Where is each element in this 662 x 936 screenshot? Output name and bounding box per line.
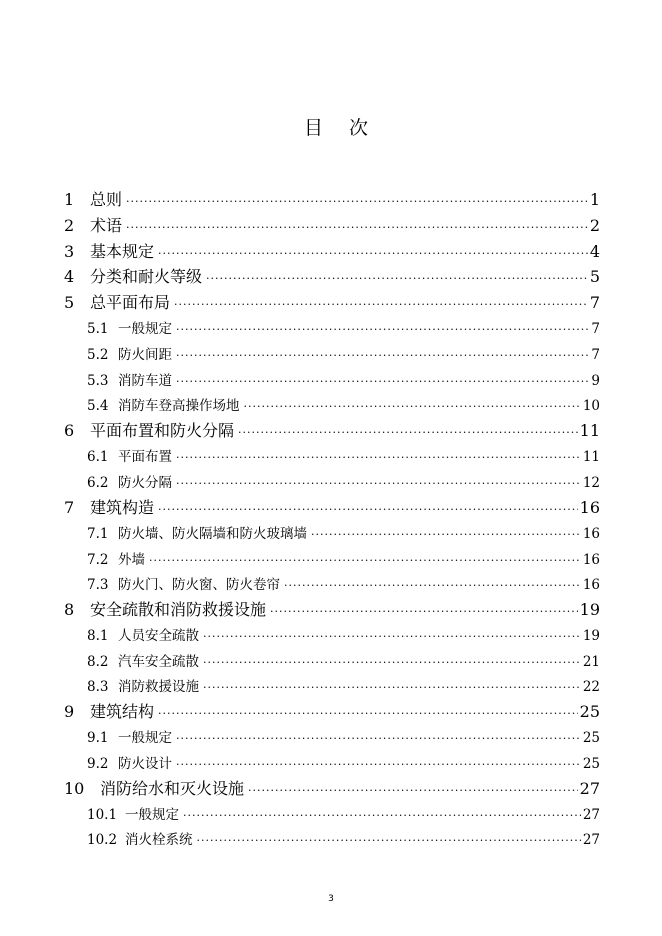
toc-leader-dots — [158, 247, 588, 260]
toc-entry-page: 22 — [582, 679, 600, 695]
toc-entry-number: 8.3 — [87, 679, 109, 695]
toc-entry[interactable] — [87, 624, 600, 644]
toc-entry-page: 7 — [591, 347, 600, 363]
toc-entry[interactable] — [87, 752, 600, 772]
toc-entry-page: 27 — [582, 832, 600, 848]
toc-title: 目 次 — [303, 117, 379, 139]
toc-entry-page: 4 — [589, 242, 600, 261]
toc-entry-page: 25 — [582, 756, 600, 772]
toc-entry-number: 6.1 — [87, 449, 109, 465]
toc-entry-label: 消防车登高操作场地 — [118, 398, 240, 414]
toc-leader-dots — [270, 605, 578, 618]
toc-entry-number: 5.2 — [87, 347, 109, 363]
toc-entry[interactable] — [87, 573, 600, 593]
toc-entry-number: 7 — [64, 498, 75, 517]
toc-entry-number: 6 — [64, 421, 75, 440]
toc-entry-number: 9.2 — [87, 756, 109, 772]
toc-entry-page: 12 — [582, 475, 600, 491]
toc-leader-dots — [149, 554, 581, 567]
toc-entry-number: 5.1 — [87, 321, 109, 337]
toc-entry-number: 2 — [64, 216, 75, 235]
toc-entry-page: 1 — [589, 190, 600, 209]
toc-entry-number: 9.1 — [87, 730, 109, 746]
toc-leader-dots — [176, 349, 589, 362]
toc-leader-dots — [176, 451, 581, 464]
toc-entry-number: 10.2 — [87, 832, 118, 848]
page-number: 3 — [328, 894, 334, 904]
toc-entry-label: 消防车道 — [118, 373, 172, 389]
toc-entry-label: 术语 — [90, 216, 123, 235]
toc-entry-page: 16 — [582, 526, 600, 542]
toc-leader-dots — [197, 834, 581, 847]
toc-entry-number: 8.1 — [87, 628, 109, 644]
toc-entry[interactable] — [87, 471, 600, 491]
toc-entry[interactable] — [87, 343, 600, 363]
toc-entry[interactable] — [64, 699, 600, 722]
toc-entry[interactable] — [87, 317, 600, 337]
toc-leader-dots — [158, 707, 578, 720]
toc-leader-dots — [176, 732, 581, 745]
toc-entry-number: 3 — [64, 242, 75, 261]
toc-entry-label: 一般规定 — [118, 730, 172, 746]
toc-entry[interactable] — [87, 726, 600, 746]
toc-entry[interactable] — [87, 675, 600, 695]
toc-entry[interactable] — [64, 213, 600, 236]
toc-leader-dots — [284, 579, 581, 592]
toc-entry-label: 平面布置 — [118, 449, 172, 465]
toc-leader-dots — [126, 195, 588, 208]
toc-entry[interactable] — [64, 776, 600, 799]
toc-entry[interactable] — [64, 187, 600, 210]
toc-leader-dots — [126, 221, 588, 234]
toc-entry-page: 27 — [579, 779, 600, 798]
toc-entry-label: 防火设计 — [118, 756, 172, 772]
toc-entry-page: 11 — [579, 421, 600, 440]
toc-entry-number: 5 — [64, 293, 75, 312]
toc-entry-number: 6.2 — [87, 475, 109, 491]
toc-entry[interactable] — [64, 495, 600, 518]
toc-entry[interactable] — [64, 597, 600, 620]
toc-entry-number: 7.2 — [87, 552, 109, 568]
toc-entry-number: 9 — [64, 702, 75, 721]
toc-entry-number: 8 — [64, 600, 75, 619]
toc-leader-dots — [244, 400, 581, 413]
toc-entry-label: 总则 — [90, 190, 123, 209]
toc-entry[interactable] — [87, 445, 600, 465]
toc-entry-page: 10 — [582, 398, 600, 414]
toc-entry-page: 19 — [579, 600, 600, 619]
toc-entry[interactable] — [64, 239, 600, 262]
toc-entry-page: 7 — [591, 321, 600, 337]
toc-entry-page: 21 — [582, 654, 600, 670]
toc-leader-dots — [176, 375, 589, 388]
toc-leader-dots — [174, 298, 588, 311]
toc-leader-dots — [176, 477, 581, 490]
toc-entry-label: 建筑结构 — [90, 702, 155, 721]
toc-entry-number: 4 — [64, 267, 75, 286]
toc-entry-page: 11 — [582, 449, 600, 465]
toc-entry-label: 一般规定 — [125, 807, 179, 823]
toc-entry[interactable] — [87, 828, 600, 848]
toc-entry-number: 10.1 — [87, 807, 118, 823]
toc-entry-label: 平面布置和防火分隔 — [90, 421, 235, 440]
toc-entry-page: 2 — [589, 216, 600, 235]
toc-entry[interactable] — [87, 548, 600, 568]
toc-entry-page: 7 — [589, 293, 600, 312]
toc-entry-page: 5 — [589, 267, 600, 286]
toc-leader-dots — [176, 323, 589, 336]
toc-leader-dots — [203, 630, 581, 643]
toc-leader-dots — [206, 272, 588, 285]
toc-entry-label: 一般规定 — [118, 321, 172, 337]
toc-entry-number: 7.3 — [87, 577, 109, 593]
toc-entry-label: 消防给水和灭火设施 — [100, 779, 245, 798]
toc-entry-number: 7.1 — [87, 526, 109, 542]
toc-entry[interactable] — [64, 264, 600, 287]
toc-entry-label: 基本规定 — [90, 242, 155, 261]
toc-entry-label: 汽车安全疏散 — [118, 654, 199, 670]
toc-entry-page: 25 — [582, 730, 600, 746]
toc-entry[interactable] — [87, 650, 600, 670]
toc-leader-dots — [183, 809, 581, 822]
toc-entry-label: 分类和耐火等级 — [90, 267, 203, 286]
toc-entry[interactable] — [64, 290, 600, 313]
toc-entry-label: 外墙 — [118, 552, 145, 568]
toc-entry-label: 防火分隔 — [118, 475, 172, 491]
toc-entry-number: 1 — [64, 190, 75, 209]
toc-entry[interactable] — [64, 418, 600, 441]
toc-leader-dots — [158, 503, 578, 516]
toc-entry-page: 19 — [582, 628, 600, 644]
toc-leader-dots — [248, 784, 578, 797]
toc-leader-dots — [311, 528, 581, 541]
toc-entry-label: 总平面布局 — [90, 293, 171, 312]
toc-entry-page: 25 — [579, 702, 600, 721]
toc-entry-page: 16 — [582, 552, 600, 568]
toc-entry[interactable] — [87, 394, 600, 414]
toc-entry-label: 人员安全疏散 — [118, 628, 199, 644]
toc-entry-page: 9 — [591, 373, 600, 389]
toc-entry-page: 16 — [582, 577, 600, 593]
toc-entry-label: 安全疏散和消防救援设施 — [90, 600, 267, 619]
toc-entry-label: 消火栓系统 — [125, 832, 193, 848]
toc-entry[interactable] — [87, 803, 600, 823]
toc-leader-dots — [203, 681, 581, 694]
toc-entry-page: 16 — [579, 498, 600, 517]
toc-entry-number: 10 — [64, 779, 85, 798]
toc-entry-label: 消防救援设施 — [118, 679, 199, 695]
toc-entry-label: 防火门、防火窗、防火卷帘 — [118, 577, 280, 593]
toc-entry-label: 建筑构造 — [90, 498, 155, 517]
toc-entry-label: 防火墙、防火隔墙和防火玻璃墙 — [118, 526, 307, 542]
toc-entry-number: 5.4 — [87, 398, 109, 414]
toc-entry[interactable] — [87, 522, 600, 542]
toc-entry-number: 5.3 — [87, 373, 109, 389]
toc-entry-number: 8.2 — [87, 654, 109, 670]
toc-leader-dots — [203, 656, 581, 669]
toc-entry-label: 防火间距 — [118, 347, 172, 363]
toc-entry[interactable] — [87, 369, 600, 389]
toc-entry-page: 27 — [582, 807, 600, 823]
toc-leader-dots — [176, 758, 581, 771]
toc-leader-dots — [238, 426, 578, 439]
